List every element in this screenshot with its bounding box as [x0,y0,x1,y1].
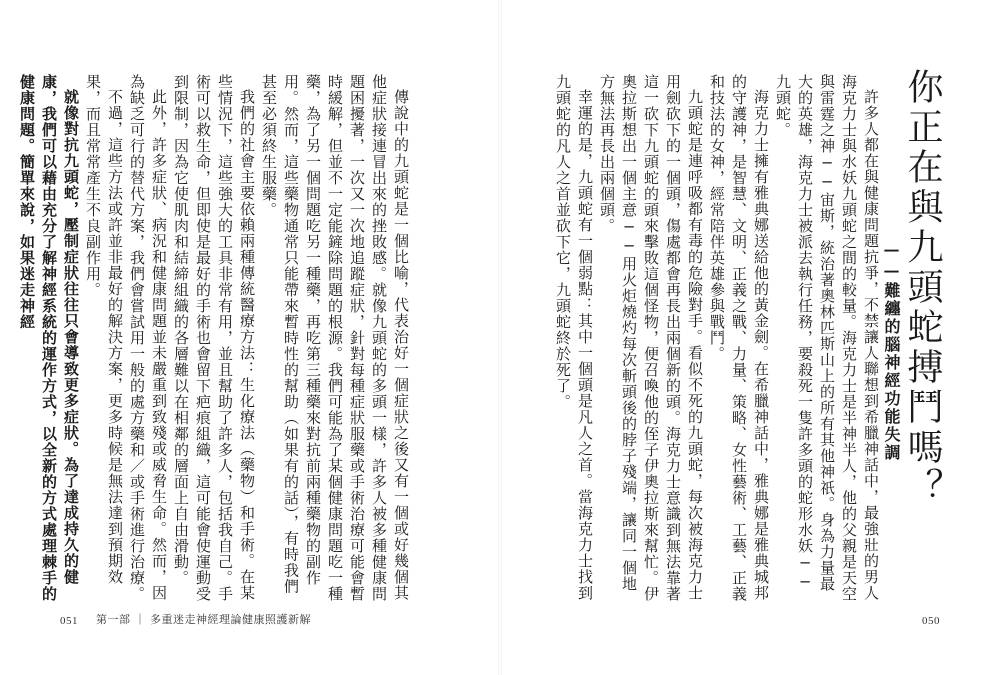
right-page-body [554,74,882,604]
paragraph: 不過，這些方法或許並非最好的解決方案，更多時候是無法達到預期效果，而且常常產生不良副作用。 [84,74,124,585]
paragraph: 許多人都在與健康問題抗爭，不禁讓人聯想到希臘神話中，最強壯的男人海克力士與水妖九頭蛇之間的較量。海克力士是半神半人，他的父親是天空與雷霆之神──宙斯，統治著奧林匹斯山上的所有其他神祇。身為力量最大的英雄，海克力士被派去執行任務，要殺死一隻許多頭的蛇形水妖──九頭蛇。 [774,74,880,602]
chapter-subtitle: ——難纏的腦神經功能失調 [882,240,901,462]
paragraph: 九頭蛇是連呼吸都有毒的危險對手。看似不死的九頭蛇，每次被海克力士用劍砍下的一個頭，傷處都會再長出兩個新的頭。海克力士意識到無法靠著這一砍下九頭蛇的頭來擊敗這個怪物，便召喚他的侄子伊奧拉斯來幫忙。伊奧拉斯想出一個主意──用火炬燒灼每次斬頭後的脖子殘端，讓同一個地方無法再長出兩個頭。 [598,74,704,602]
running-head-section: 多重迷走神經理論健康照護新解 [150,613,311,626]
paragraph: 海克力士擁有雅典娜送給他的黃金劍。在希臘神話中，雅典娜是雅典城邦的守護神，是智慧、文明、正義之戰、力量、策略、女性藝術、工藝、正義和技法的女神，經常陪伴英雄參與戰鬥。 [708,74,770,602]
page-gutter [498,0,502,675]
emphasis-paragraph: 就像對抗九頭蛇，壓制症狀往往只會導致更多症狀。為了達成持久的健康，我們可以藉由充分了解神經系統的運作方式，以全新的方式處理棘手的健康問題。簡單來說，如果迷走神經 [18,74,80,602]
page-number-left: 051 [60,615,78,627]
page-number-right: 050 [922,615,940,627]
paragraph: 此外，許多症狀、病況和健康問題並未嚴重到致殘或威脅生命。然而，因為缺乏可行的替代方案，我們會嘗試用一般的處方藥和／或手術進行治療。 [128,74,168,602]
chapter-title: 你正在與九頭蛇搏鬥嗎？ [902,68,943,508]
paragraph: 幸運的是，九頭蛇有一個弱點：其中一個頭是凡人之首。當海克力士找到九頭蛇的凡人之首並砍下它，九頭蛇終於死了。 [554,74,594,601]
running-head [96,611,311,627]
paragraph: 我們的社會主要依賴兩種傳統醫療方法：生化療法（藥物）和手術。在某些情況下，這些強大的工具非常有用，並且幫助了許多人，包括我自己。手術可以救生命，但即使是最好的手術也會留下疤痕組織，這可能會使運動受到限制，因為它使肌肉和結締組織的各層難以在相鄰的層面上自由滑動。 [172,74,256,602]
running-head-separator: ｜ [134,613,146,626]
paragraph: 傳說中的九頭蛇是一個比喻，代表治好一個症狀之後又有一個或好幾個其他症狀接連冒出來的挫敗感。就像九頭蛇的多頭一樣，許多人被多種健康問題困擾著，一次又一次地追蹤症狀，針對每種症狀服藥或手術治療可能會暫時緩解，但並不一定能鏟除問題的根源。我們可能為了某個健康問題吃一種藥，為了另一個問題吃另一種藥，再吃第三種藥來對抗前兩種藥物的副作用。然而，這些藥物通常只能帶來暫時性的幫助（如果有的話），有時我們甚至必須終生服藥。 [260,74,410,602]
left-page-body [18,74,412,604]
running-head-part: 第一部 [96,613,131,626]
